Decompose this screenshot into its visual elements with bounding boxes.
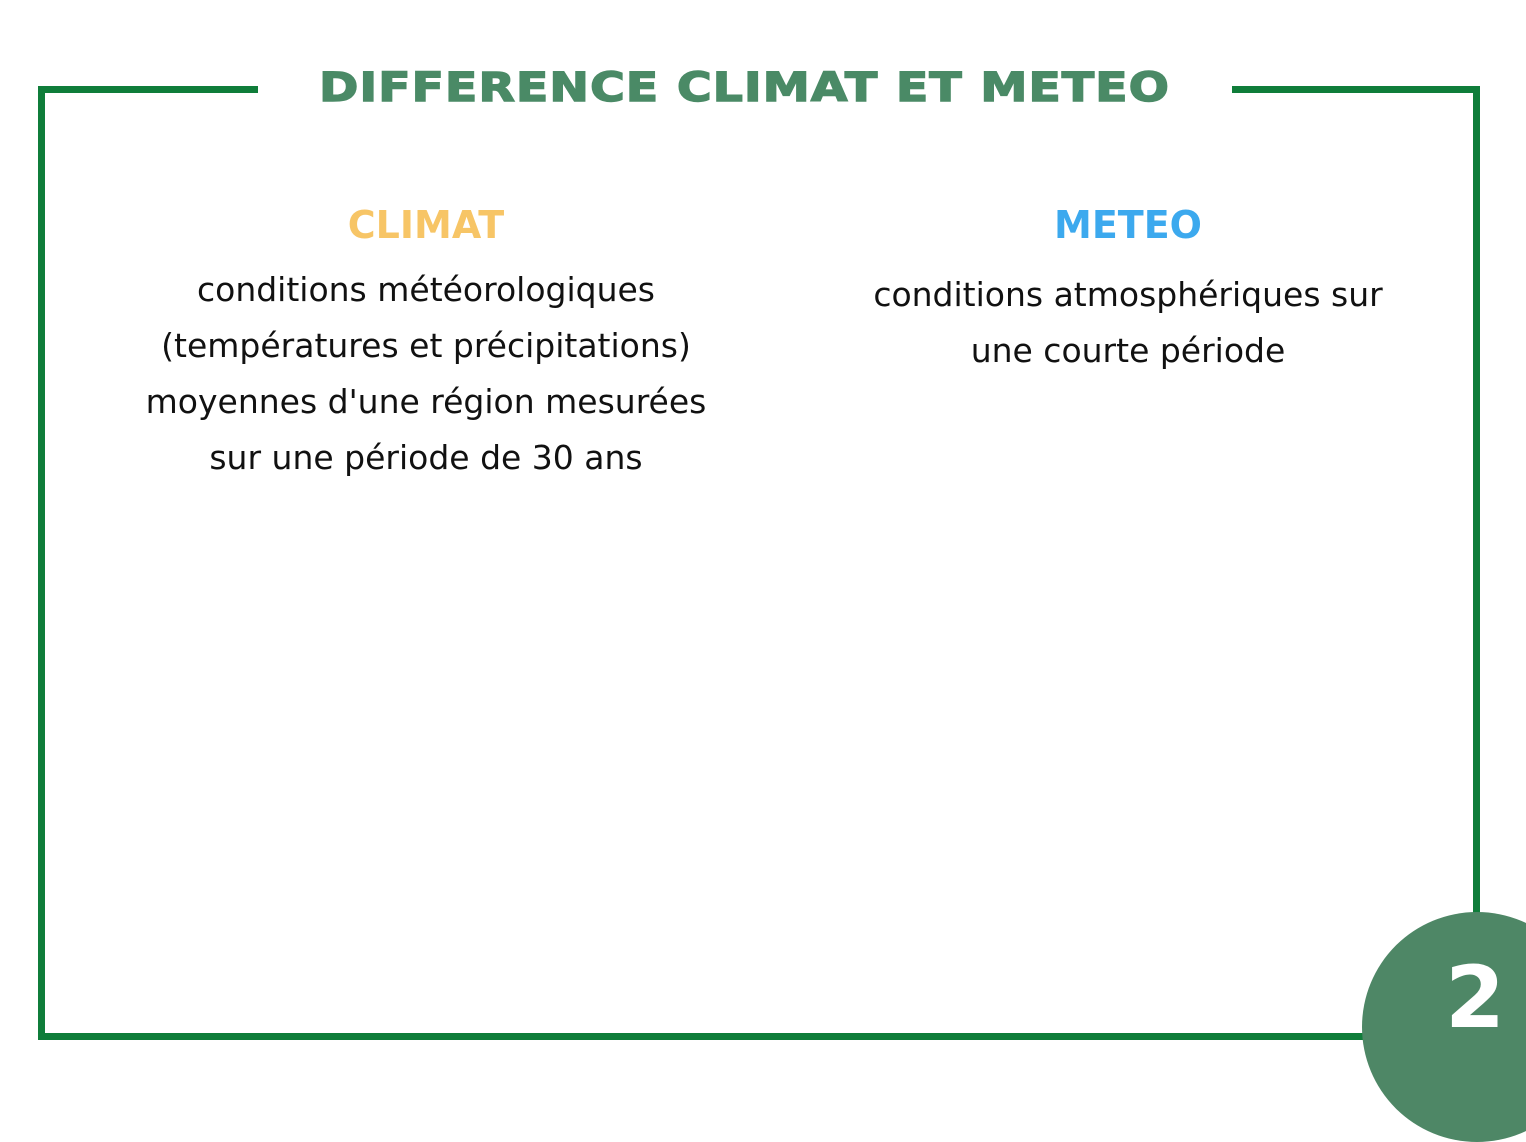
page-title: DIFFERENCE CLIMAT ET METEO [319,65,1171,111]
climat-column [90,198,762,486]
climat-line: (températures et précipitations) [161,326,691,365]
meteo-column [828,198,1428,379]
meteo-line: conditions atmosphériques sur [873,275,1383,314]
meteo-heading: METEO [1054,203,1202,247]
climat-line: conditions météorologiques [196,270,655,309]
meteo-description [828,267,1428,379]
climat-description [90,262,762,486]
page-number: 2 [1445,948,1505,1048]
meteo-line: une courte période [970,331,1286,370]
climat-line: sur une période de 30 ans [209,438,643,477]
climat-heading: CLIMAT [347,203,505,247]
climat-line: moyennes d'une région mesurées [145,382,707,421]
title-container [258,60,1232,116]
